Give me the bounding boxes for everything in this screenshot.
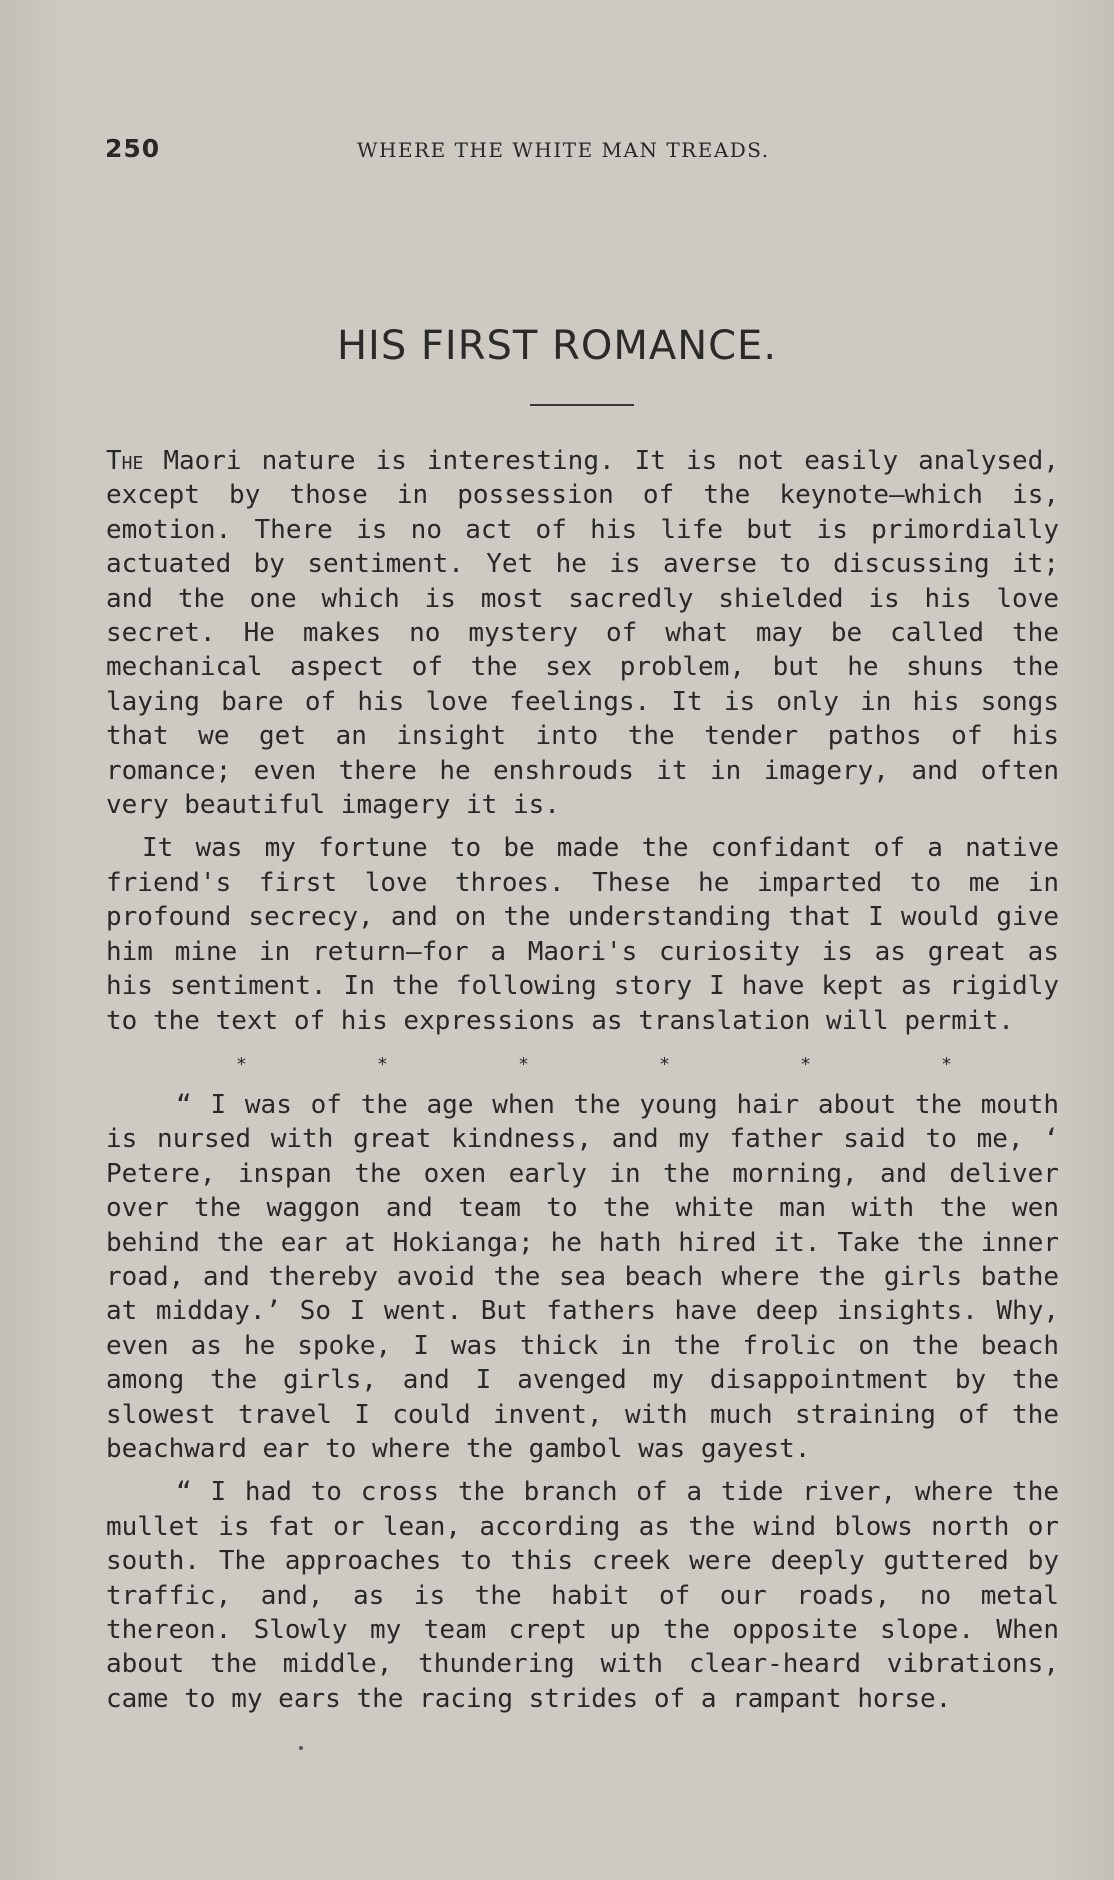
paragraph-3: “ I was of the age when the young hair about the mouth is nursed with great kindness, and my father said to me, ‘ Petere, inspan the oxen early in the morning, and deliver over the waggon and team to the white man with the wen behind the ear at Hokianga; he hath hired it. Take the inner road, and thereby avoid the sea beach where the girls bathe at midday.’ So I went. But fathers have deep insights. Why, even as he spoke, I was thick in the frolic on the beach among the girls, and I avenged my disappointment by the slowest travel I could invent, with much straining of the beachward ear to where the gambol was gayest.	[106, 1089, 1059, 1464]
separator-star: *	[659, 1053, 670, 1075]
separator-star: *	[518, 1053, 529, 1075]
title-rule	[530, 404, 634, 406]
paragraph-1-lead: The	[106, 446, 144, 476]
paragraph-1-text: Maori nature is interesting. It is not easily analysed, except by those in possession of the keynote—which is, emotion. There is no act of his life but is primordially actuated by sentiment. Yet he is averse to discussing it; and the one which is most sacredly shielded is his love secret. He makes no mystery of what may be called the mechanical aspect of the sex problem, but he shuns the laying bare of his love feelings. It is only in his songs that we get an insight into the tender pathos of his romance; even there he enshrouds it in imagery, and often very beautiful imagery it is.	[106, 446, 1059, 821]
separator-star: *	[377, 1053, 388, 1075]
chapter-title: HIS FIRST ROMANCE.	[336, 323, 778, 369]
separator-star: *	[800, 1053, 811, 1075]
page-number: 250	[105, 134, 161, 163]
separator-star: *	[236, 1053, 247, 1075]
running-title: WHERE THE WHITE MAN TREADS.	[357, 138, 770, 162]
paragraph-1	[106, 444, 1059, 822]
separator-star: *	[941, 1053, 952, 1075]
section-separator	[236, 1050, 952, 1080]
ink-speck	[299, 1746, 303, 1750]
paragraph-2: It was my fortune to be made the confidant of a native friend's first love throes. These he imparted to me in profound secrecy, and on the understanding that I would give him mine in return—for a Maori's curiosity is as great as his sentiment. In the following story I have kept as rigidly to the text of his expressions as translation will permit.	[106, 833, 1059, 1036]
running-head	[105, 134, 1060, 168]
body-text	[106, 444, 1059, 1716]
paragraph-4: “ I had to cross the branch of a tide river, where the mullet is fat or lean, according as the wind blows north or south. The approaches to this creek were deeply guttered by traffic, and, as is the habit of our roads, no metal thereon. Slowly my team crept up the opposite slope. When about the middle, thundering with clear-heard vibrations, came to my ears the racing strides of a rampant horse.	[106, 1477, 1059, 1714]
